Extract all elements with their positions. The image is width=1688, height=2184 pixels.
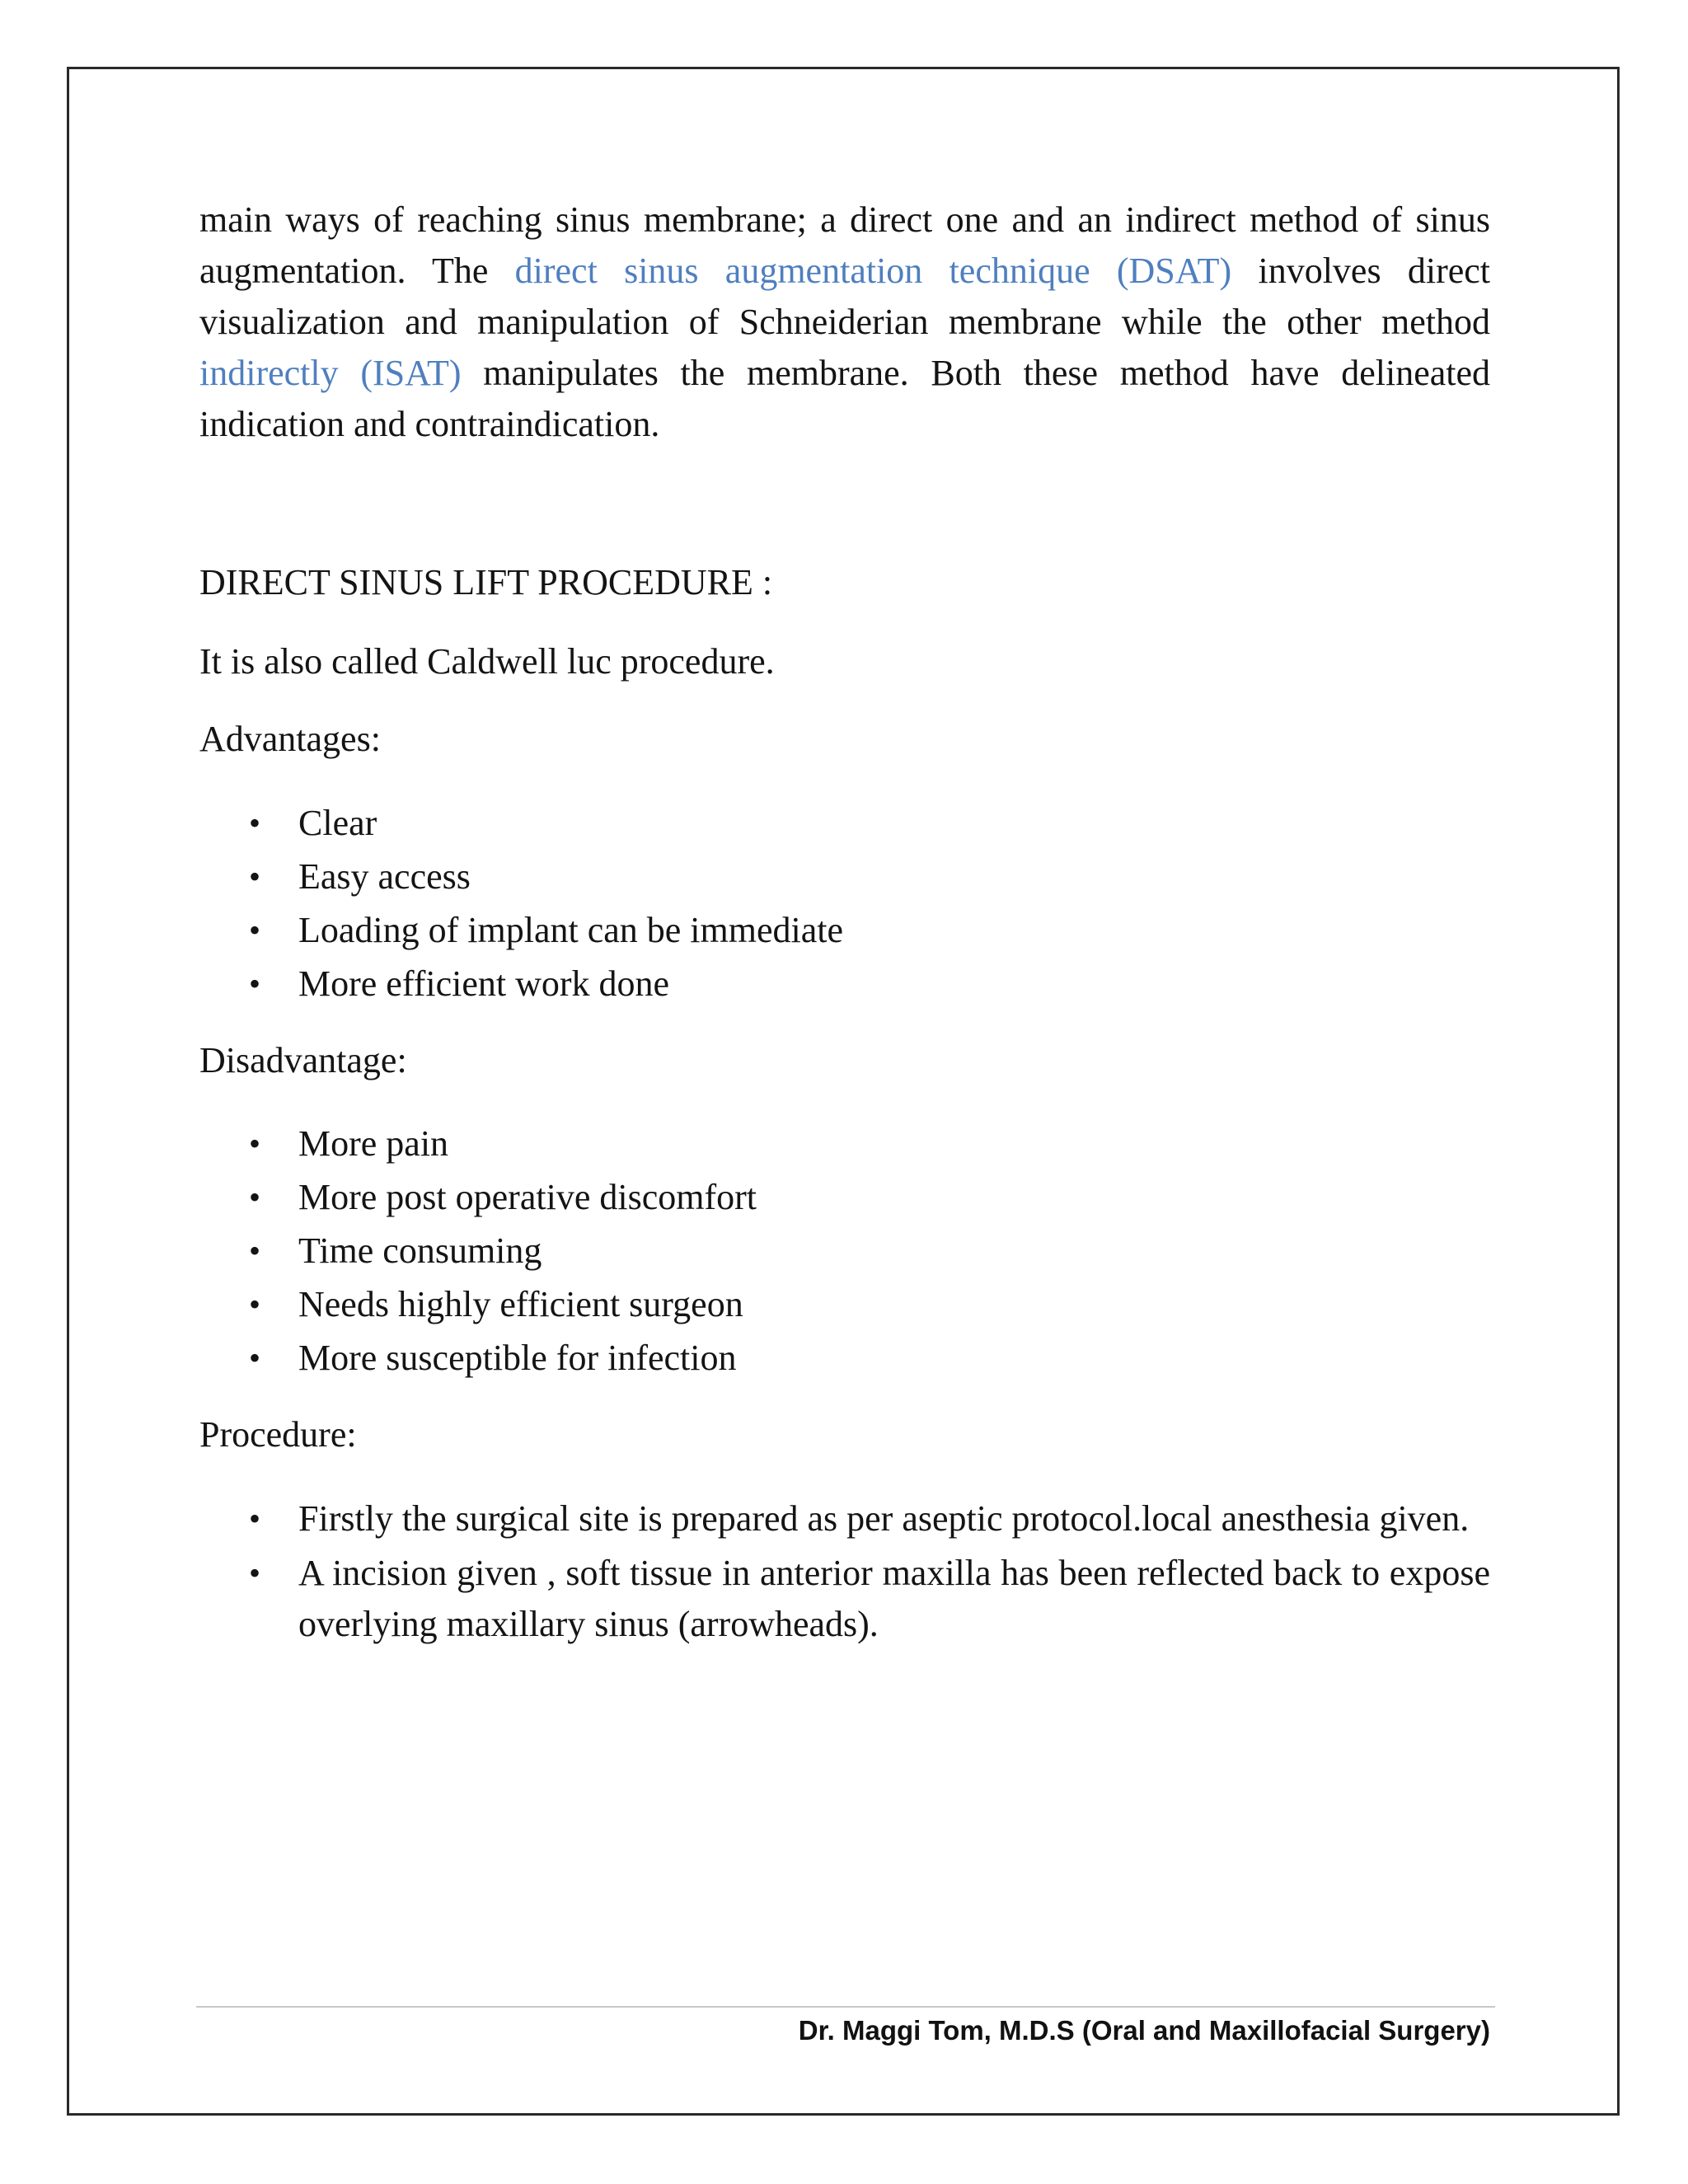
disadvantage-text: More pain <box>298 1123 449 1164</box>
isat-link[interactable]: indirectly (ISAT) <box>199 353 462 393</box>
list-item <box>199 1170 1490 1224</box>
list-item <box>199 796 1490 850</box>
also-called-text: It is also called Caldwell luc procedure. <box>199 641 775 682</box>
list-item <box>199 1117 1490 1170</box>
footer-author: Dr. Maggi Tom, M.D.S (Oral and Maxillofacial Surgery) <box>798 2015 1490 2046</box>
intro-text-1: main ways of reaching sinus membrane; a direct one and an indirect method of sinus augmentation. The <box>199 199 1490 291</box>
list-item <box>199 1277 1490 1331</box>
bullet-icon: • <box>249 804 261 841</box>
list-item <box>199 1331 1490 1385</box>
dsat-link[interactable]: direct sinus augmentation technique (DSAT) <box>514 251 1232 291</box>
list-item <box>199 1493 1490 1544</box>
bullet-icon: • <box>249 1179 261 1216</box>
advantage-text: More efficient work done <box>298 963 670 1004</box>
disadvantage-text: Needs highly efficient surgeon <box>298 1284 743 1324</box>
disadvantage-label: Disadvantage: <box>199 1040 407 1080</box>
list-item <box>199 903 1490 957</box>
advantages-label: Advantages: <box>199 719 381 759</box>
procedure-list <box>199 1493 1490 1653</box>
list-item <box>199 850 1490 903</box>
bullet-icon: • <box>249 1554 261 1591</box>
advantages-list <box>199 796 1490 1010</box>
bullet-icon: • <box>249 1125 261 1162</box>
disadvantage-text: More susceptible for infection <box>298 1338 737 1378</box>
bullet-icon: • <box>249 912 261 949</box>
list-item <box>199 1224 1490 1277</box>
intro-text-3: manipulates the membrane. Both these method have delineated indication and contraindication. <box>199 353 1490 444</box>
list-item <box>199 957 1490 1010</box>
intro-paragraph <box>199 194 1490 450</box>
advantage-text: Clear <box>298 803 377 843</box>
disadvantage-text: More post operative discomfort <box>298 1177 757 1217</box>
procedure-step-text: Firstly the surgical site is prepared as per aseptic protocol.local anesthesia given. <box>298 1498 1470 1539</box>
list-item <box>199 1548 1490 1650</box>
bullet-icon: • <box>249 1500 261 1537</box>
footer-divider <box>196 2006 1495 2008</box>
advantage-text: Easy access <box>298 856 471 897</box>
bullet-icon: • <box>249 1339 261 1376</box>
disadvantages-list <box>199 1117 1490 1385</box>
bullet-icon: • <box>249 1232 261 1269</box>
bullet-icon: • <box>249 965 261 1002</box>
intro-paragraph-container <box>199 194 1490 450</box>
intro-text-2: involves direct visualization and manipulation of Schneiderian membrane while the other method <box>199 251 1490 342</box>
bullet-icon: • <box>249 858 261 895</box>
procedure-step-text: A incision given , soft tissue in anterior maxilla has been reflected back to expose overlying maxillary sinus (arrowheads). <box>298 1553 1490 1644</box>
procedure-label: Procedure: <box>199 1414 357 1455</box>
advantage-text: Loading of implant can be immediate <box>298 910 844 950</box>
bullet-icon: • <box>249 1286 261 1323</box>
section-heading: DIRECT SINUS LIFT PROCEDURE : <box>199 562 773 602</box>
disadvantage-text: Time consuming <box>298 1230 542 1271</box>
